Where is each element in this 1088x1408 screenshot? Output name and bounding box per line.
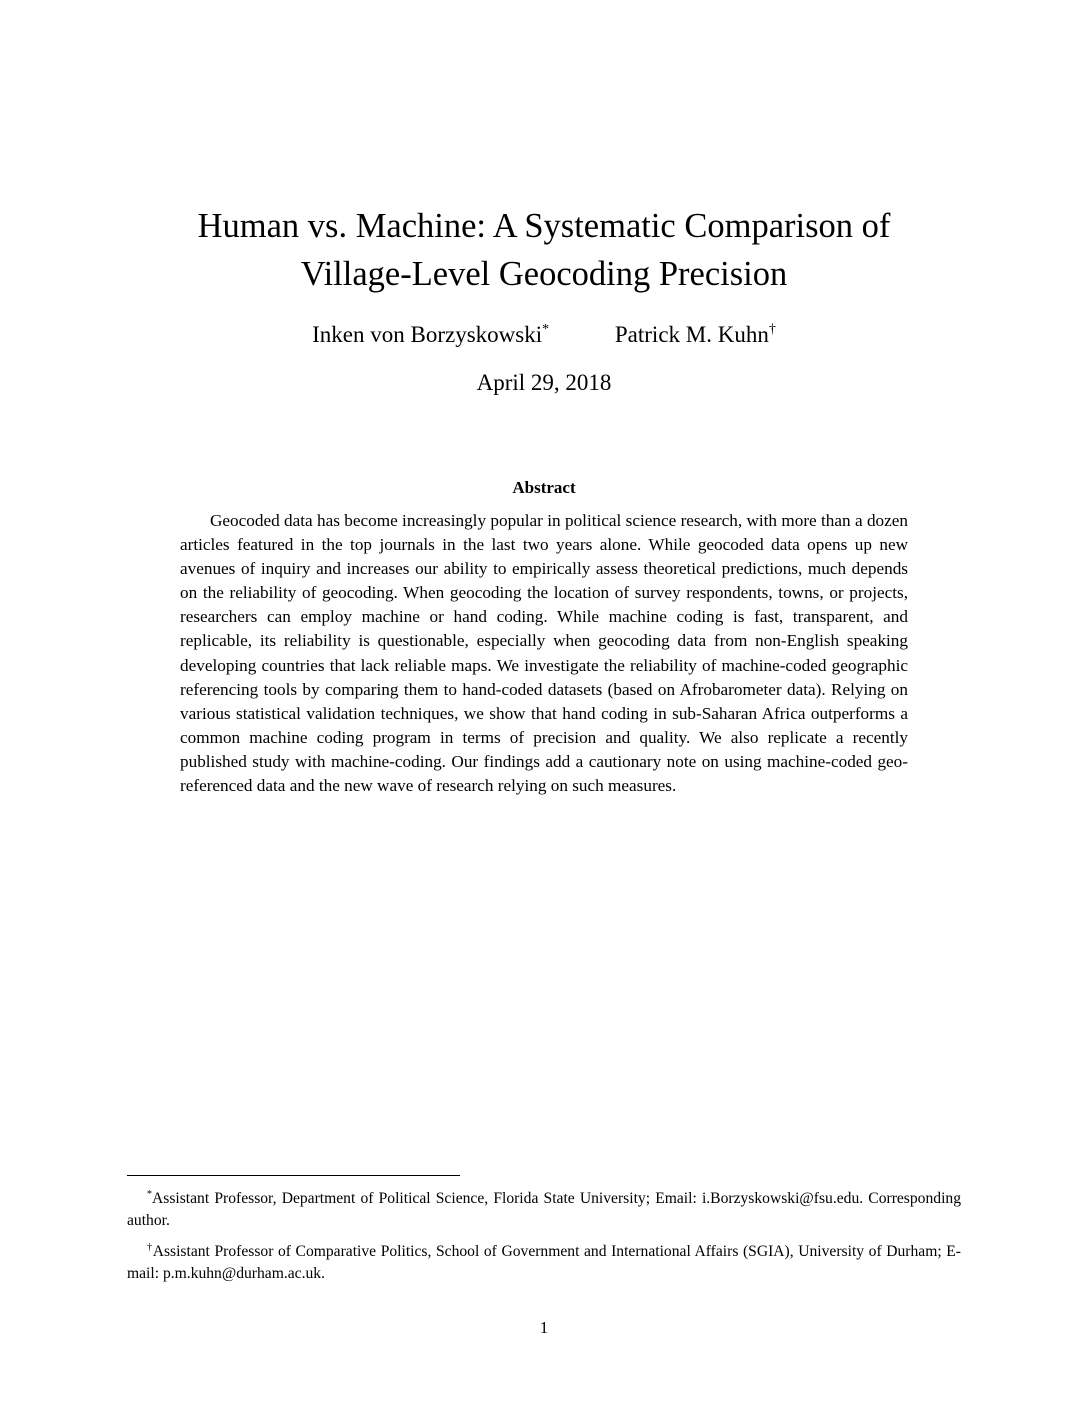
author-1 — [312, 320, 549, 350]
footnote-1-mark: * — [147, 1189, 152, 1200]
footnote-2 — [127, 1241, 961, 1284]
author-2 — [615, 320, 776, 350]
footnote-2-mark: † — [147, 1242, 153, 1253]
abstract-body: Geocoded data has become increasingly popular in political science research, with more than a dozen articles featured in the top journals in the last two years alone. While geocoded data opens up new avenues of inquiry and increases our ability to empirically assess theoretical predictions, much depends on the reliability of geocoding. When geocoding the location of survey respondents, towns, or projects, researchers can employ machine or hand coding. While machine coding is fast, transparent, and replicable, its reliability is questionable, especially when geocoding data from non-English speaking developing countries that lack reliable maps. We investigate the reliability of machine-coded geographic referencing tools by comparing them to hand-coded datasets (based on Afrobarometer data). Relying on various statistical validation techniques, we show that hand coding in sub-Saharan Africa outperforms a common machine coding program in terms of precision and quality. We also replicate a recently published study with machine-coding. Our findings add a cautionary note on using machine-coded geo-referenced data and the new wave of research relying on such measures. — [180, 511, 908, 796]
footnote-divider — [127, 1175, 460, 1176]
paper-title: Human vs. Machine: A Systematic Comparison of Village-Level Geocoding Precision — [197, 207, 891, 293]
footnote-1-text: Assistant Professor, Department of Political Science, Florida State University; Email: i.Borzyskowski@fsu.edu. Corresponding author. — [127, 1190, 961, 1229]
publication-date: April 29, 2018 — [476, 370, 612, 395]
author-list — [0, 320, 1088, 350]
author-1-footnote-mark: * — [542, 322, 550, 337]
author-1-name: Inken von Borzyskowski — [312, 322, 543, 347]
footnote-1 — [127, 1188, 961, 1231]
abstract-heading: Abstract — [512, 478, 576, 497]
author-2-name: Patrick M. Kuhn — [614, 322, 769, 347]
page-number: 1 — [539, 1318, 549, 1337]
author-2-footnote-mark: † — [768, 322, 776, 337]
footnote-2-text: Assistant Professor of Comparative Politics, School of Government and International Affairs (SGIA), University of Durham; E-mail: p.m.kuhn@durham.ac.uk. — [127, 1243, 961, 1282]
